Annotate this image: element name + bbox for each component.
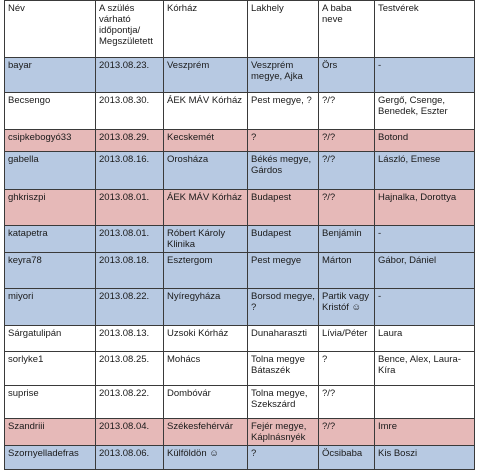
cell-nickname: miyori <box>5 289 96 326</box>
cell-residence: Dunaharaszti <box>248 325 319 351</box>
birth-table <box>4 0 475 470</box>
header-cell-hospital: Kórház <box>164 1 248 58</box>
cell-residence: Budapest <box>248 226 319 252</box>
cell-baby-name: ? <box>319 352 375 386</box>
cell-residence: Tolna megye Bátaszék <box>248 352 319 386</box>
table-row <box>5 325 475 351</box>
cell-hospital: Székesfehérvár <box>164 419 248 445</box>
cell-nickname: csipkebogyó33 <box>5 129 96 151</box>
cell-nickname: ghkriszpi <box>5 189 96 226</box>
table-row <box>5 189 475 226</box>
cell-hospital: Dombóvár <box>164 385 248 419</box>
cell-baby-name: Márton <box>319 252 375 289</box>
cell-baby-name: ?/? <box>319 385 375 419</box>
table-row <box>5 57 475 93</box>
cell-residence: Békés megye, Gárdos <box>248 152 319 190</box>
cell-baby-name: Benjámin <box>319 226 375 252</box>
cell-residence: Budapest <box>248 189 319 226</box>
cell-date: 2013.08.04. <box>96 419 164 445</box>
cell-residence: Veszprém megye, Ajka <box>248 57 319 93</box>
header-cell-date: A szülés várható időpontja/ Megszületett <box>96 1 164 58</box>
cell-date: 2013.08.06. <box>96 445 164 469</box>
cell-baby-name: Öcsibaba <box>319 445 375 469</box>
table-row <box>5 419 475 445</box>
cell-siblings: Kis Boszi <box>375 445 475 469</box>
cell-hospital: Nyíregyháza <box>164 289 248 326</box>
cell-nickname: Szornyelladefras <box>5 445 96 469</box>
cell-siblings: Laura <box>375 325 475 351</box>
cell-date: 2013.08.23. <box>96 57 164 93</box>
cell-baby-name: ?/? <box>319 129 375 151</box>
cell-nickname: katapetra <box>5 226 96 252</box>
cell-nickname: sorlyke1 <box>5 352 96 386</box>
table-row <box>5 352 475 386</box>
header-cell-baby-name: A baba neve <box>319 1 375 58</box>
cell-nickname: keyra78 <box>5 252 96 289</box>
cell-hospital: Esztergom <box>164 252 248 289</box>
cell-date: 2013.08.16. <box>96 152 164 190</box>
cell-date: 2013.08.29. <box>96 129 164 151</box>
cell-baby-name: ?/? <box>319 189 375 226</box>
cell-siblings: Imre <box>375 419 475 445</box>
cell-residence: ? <box>248 445 319 469</box>
cell-residence: ? <box>248 129 319 151</box>
cell-date: 2013.08.01. <box>96 189 164 226</box>
cell-siblings: - <box>375 226 475 252</box>
cell-residence: Pest megye <box>248 252 319 289</box>
table-row <box>5 252 475 289</box>
cell-baby-name: ?/? <box>319 152 375 190</box>
cell-hospital: ÁEK MÁV Kórház <box>164 189 248 226</box>
cell-nickname: bayar <box>5 57 96 93</box>
cell-date: 2013.08.30. <box>96 93 164 130</box>
cell-hospital: Róbert Károly Klinika <box>164 226 248 252</box>
table-row <box>5 129 475 151</box>
cell-hospital: Kecskemét <box>164 129 248 151</box>
cell-nickname: Becsengo <box>5 93 96 130</box>
cell-nickname: Sárgatulipán <box>5 325 96 351</box>
cell-hospital: Mohács <box>164 352 248 386</box>
cell-baby-name: ?/? <box>319 93 375 130</box>
cell-nickname: gabella <box>5 152 96 190</box>
table-row <box>5 289 475 326</box>
cell-date: 2013.08.13. <box>96 325 164 351</box>
cell-date: 2013.08.22. <box>96 289 164 326</box>
table-row <box>5 385 475 419</box>
cell-siblings: Gábor, Dániel <box>375 252 475 289</box>
cell-residence: Pest megye, ? <box>248 93 319 130</box>
table-row <box>5 226 475 252</box>
table-header-row <box>5 1 475 58</box>
cell-date: 2013.08.22. <box>96 385 164 419</box>
cell-residence: Borsod megye, ? <box>248 289 319 326</box>
cell-hospital: ÁEK MÁV Kórház <box>164 93 248 130</box>
header-cell-name: Név <box>5 1 96 58</box>
table-row <box>5 152 475 190</box>
header-cell-siblings: Testvérek <box>375 1 475 58</box>
cell-baby-name: ?/? <box>319 419 375 445</box>
table-row <box>5 445 475 469</box>
cell-siblings: Gergő, Csenge, Benedek, Eszter <box>375 93 475 130</box>
cell-date: 2013.08.01. <box>96 226 164 252</box>
cell-siblings: - <box>375 57 475 93</box>
cell-date: 2013.08.25. <box>96 352 164 386</box>
cell-siblings <box>375 385 475 419</box>
table-row <box>5 93 475 130</box>
cell-date: 2013.08.18. <box>96 252 164 289</box>
cell-baby-name: Örs <box>319 57 375 93</box>
cell-residence: Fejér megye, Káplnásnyék <box>248 419 319 445</box>
cell-siblings: Hajnalka, Dorottya <box>375 189 475 226</box>
cell-siblings: László, Emese <box>375 152 475 190</box>
header-cell-residence: Lakhely <box>248 1 319 58</box>
cell-siblings: Botond <box>375 129 475 151</box>
cell-siblings: - <box>375 289 475 326</box>
cell-residence: Tolna megye, Szekszárd <box>248 385 319 419</box>
cell-nickname: Szandriii <box>5 419 96 445</box>
cell-hospital: Külföldön ☺ <box>164 445 248 469</box>
cell-hospital: Veszprém <box>164 57 248 93</box>
cell-nickname: suprise <box>5 385 96 419</box>
cell-hospital: Orosháza <box>164 152 248 190</box>
cell-baby-name: Partik vagy Kristóf ☺ <box>319 289 375 326</box>
cell-siblings: Bence, Alex, Laura-Kíra <box>375 352 475 386</box>
cell-baby-name: Lívia/Péter <box>319 325 375 351</box>
cell-hospital: Uzsoki Kórház <box>164 325 248 351</box>
